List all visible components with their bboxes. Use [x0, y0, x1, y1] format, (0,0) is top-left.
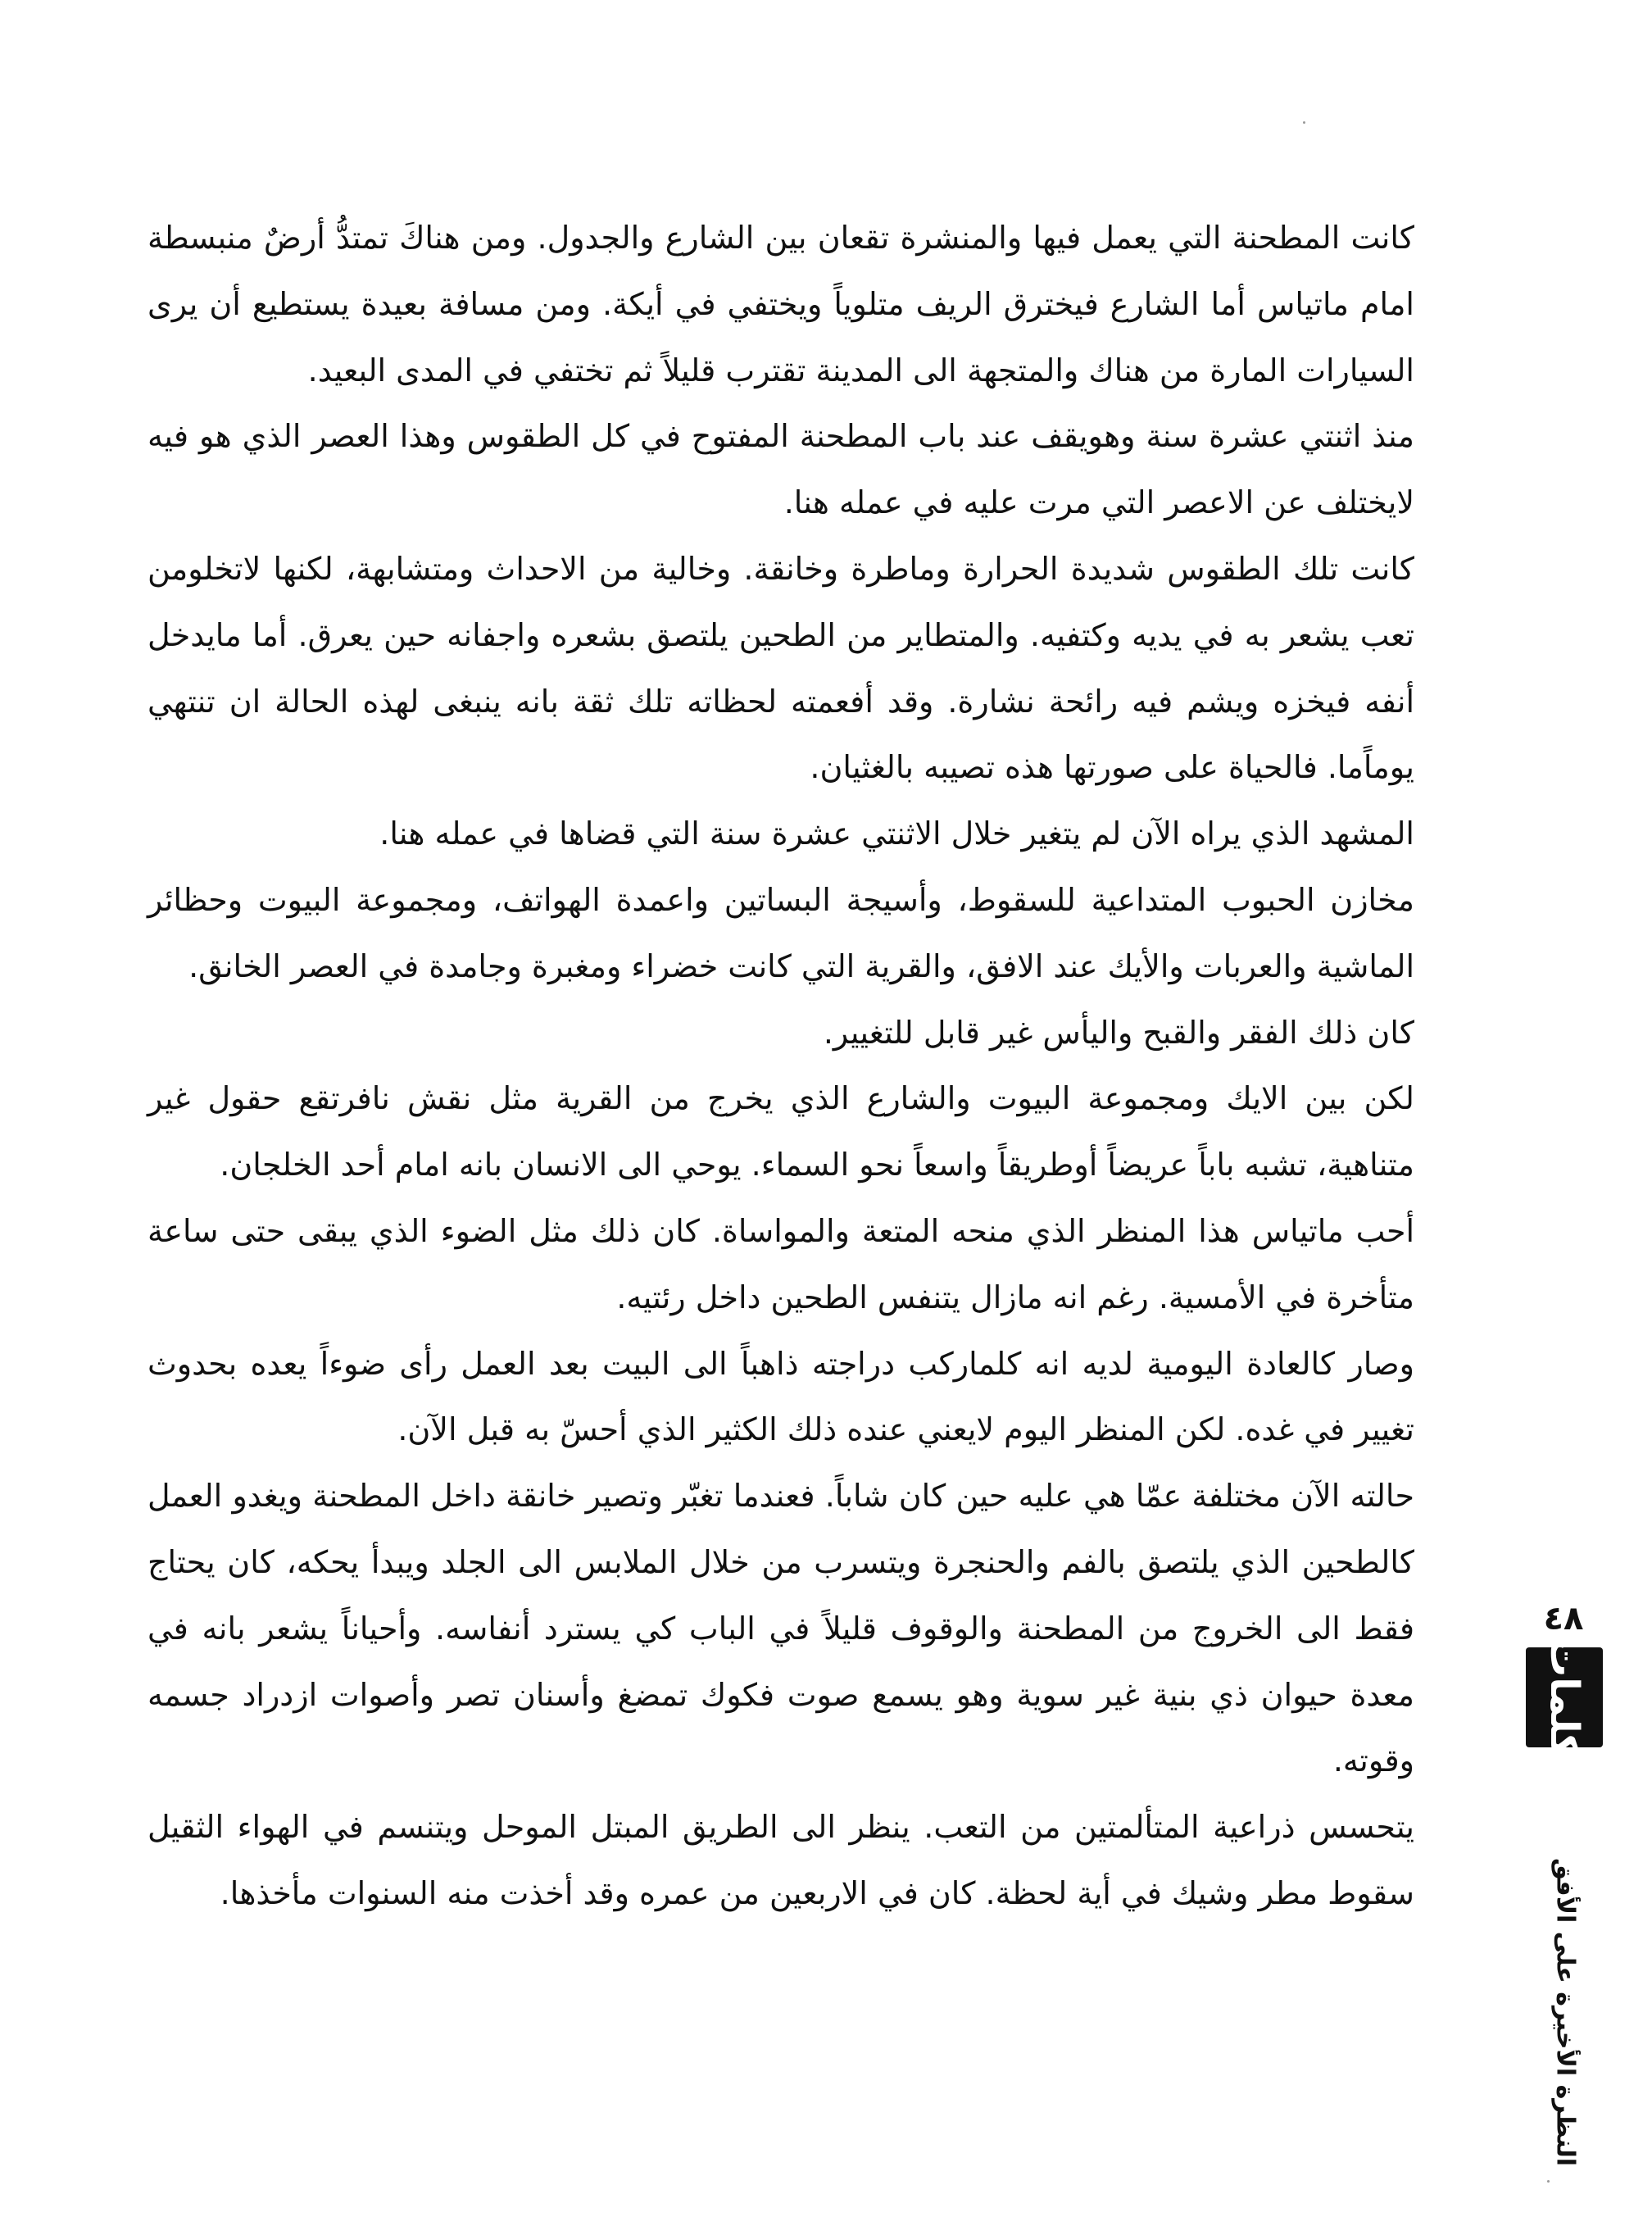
paragraph-9: وصار كالعادة اليومية لديه انه كلماركب دراجته ذاهباً الى البيت بعد العمل رأى ضوءاً يعده بحدوث تغيير في غده. لكن المنظر اليوم لايعني عنده ذلك الكثير الذي أحسّ به قبل الآن.: [148, 1345, 1414, 1448]
paragraph-2: منذ اثنتي عشرة سنة وهويقف عند باب المطحنة المفتوح في كل الطقوس وهذا العصر الذي هو فيه لايختلف عن الاعصر التي مرت عليه في عمله هنا.: [148, 418, 1414, 521]
page-number: ٤٨: [1543, 1600, 1584, 1638]
paragraph-4: المشهد الذي يراه الآن لم يتغير خلال الاثنتي عشرة سنة التي قضاها في عمله هنا.: [379, 815, 1414, 852]
logo-text: كلمات: [1541, 1638, 1587, 1757]
scan-speck: [1547, 2180, 1550, 2183]
paragraph-6: كان ذلك الفقر والقبح واليأس غير قابل للتغيير.: [823, 1014, 1414, 1051]
paragraph-5: مخازن الحبوب المتداعية للسقوط، وأسيجة البساتين واعمدة الهواتف، ومجموعة البيوت وحظائر الماشية والعربات والأيك عند الافق، والقرية التي كانت خضراء ومغبرة وجامدة في العصر الخانق.: [148, 881, 1414, 984]
publisher-logo: [1526, 1638, 1603, 1757]
running-title: النظرة الأخيرة على الأفق: [1550, 1858, 1580, 2166]
paragraph-10: حالته الآن مختلفة عمّا هي عليه حين كان شاباً. فعندما تغبّر وتصير خانقة داخل المطحنة ويغدو العمل كالطحين الذي يلتصق بالفم والحنجرة ويتسرب من خلال الملابس الى الجلد ويبدأ يحكه، كان يحتاج فقط الى الخروج من المطحنة والوقوف قليلاً في الباب كي يسترد أنفاسه. وأحياناً يشعر بانه في معدة حيوان ذي بنية غير سوية وهو يسمع صوت فكوك تمضغ وأسنان تصر وأصوات ازدراد جسمه وقوته.: [148, 1478, 1414, 1779]
paragraph-7: لكن بين الايك ومجموعة البيوت والشارع الذي يخرج من القرية مثل نقش نافرتقع حقول غير متناهية، تشبه باباً عريضاً أوطريقاً واسعاً نحو السماء. يوحي الى الانسان بانه امام أحد الخلجان.: [148, 1080, 1414, 1183]
paragraph-1: كانت المطحنة التي يعمل فيها والمنشرة تقعان بين الشارع والجدول. ومن هناكَ تمتدُّ أرضٌ منبسطة امام ماتياس أما الشارع فيخترق الريف متلوياً ويختفي في أيكة. ومن مسافة بعيدة يستطيع أن يرى السيارات المارة من هناك والمتجهة الى المدينة تقترب قليلاً ثم تختفي في المدى البعيد.: [148, 220, 1414, 388]
paragraph-11: يتحسس ذراعية المتألمتين من التعب. ينظر الى الطريق المبتل الموحل ويتنسم في الهواء الثقيل سقوط مطر وشيك في أية لحظة. كان في الاربعين من عمره وقد أخذت منه السنوات مأخذها.: [148, 1809, 1414, 1911]
paragraph-3: كانت تلك الطقوس شديدة الحرارة وماطرة وخانقة. وخالية من الاحداث ومتشابهة، لكنها لاتخلومن تعب يشعر به في يديه وكتفيه. والمتطاير من الطحين يلتصق بشعره واجفانه حين يعرق. أما مايدخل أنفه فيخزه ويشم فيه رائحة نشارة. وقد أفعمته لحظاته تلك ثقة بانه ينبغى لهذه الحالة ان تنتهي يوماًما. فالحياة على صورتها هذه تصيبه بالغثيان.: [148, 550, 1414, 786]
paragraph-8: أحب ماتياس هذا المنظر الذي منحه المتعة والمواساة. كان ذلك مثل الضوء الذي يبقى حتى ساعة متأخرة في الأمسية. رغم انه مازال يتنفس الطحين داخل رئتيه.: [148, 1212, 1414, 1315]
story-text: [148, 205, 1414, 1927]
scan-speck: [1303, 121, 1305, 124]
